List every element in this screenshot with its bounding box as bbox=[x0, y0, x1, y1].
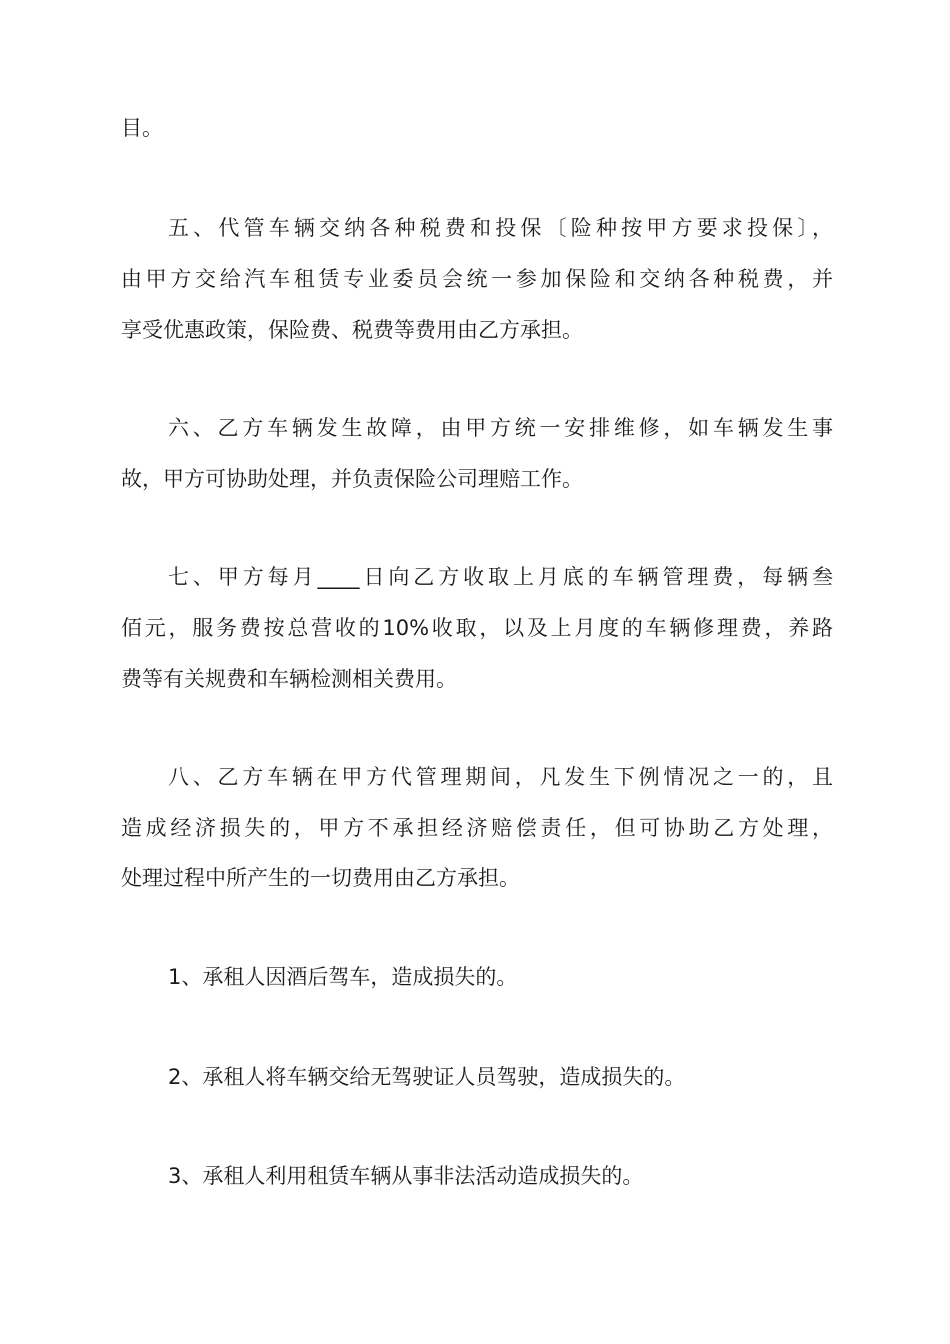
list-item: 1、承租人因酒后驾车，造成损失的。 bbox=[168, 965, 518, 989]
list-item: 2、承租人将车辆交给无驾驶证人员驾驶，造成损失的。 bbox=[168, 1065, 686, 1089]
clause-7-line-2: 佰元，服务费按总营收的10%收取，以及上月度的车辆修理费，养路 bbox=[121, 616, 833, 640]
clause-7-line-1: 七、甲方每月____日向乙方收取上月底的车辆管理费，每辆叁 bbox=[168, 565, 833, 589]
clause-6-line-2: 故，甲方可协助处理，并负责保险公司理赔工作。 bbox=[121, 467, 583, 491]
list-item: 3、承租人利用租赁车辆从事非法活动造成损失的。 bbox=[168, 1164, 644, 1188]
clause-8-line-1: 八、乙方车辆在甲方代管理期间，凡发生下例情况之一的，且 bbox=[168, 765, 833, 789]
clause-7-line-3: 费等有关规费和车辆检测相关费用。 bbox=[121, 667, 457, 691]
clause-5-line-1: 五、代管车辆交纳各种税费和投保〔险种按甲方要求投保〕， bbox=[168, 216, 833, 240]
paragraph-fragment-line: 目。 bbox=[121, 116, 163, 140]
clause-6-line-1: 六、乙方车辆发生故障，由甲方统一安排维修，如车辆发生事 bbox=[168, 416, 833, 440]
clause-8-line-3: 处理过程中所产生的一切费用由乙方承担。 bbox=[121, 866, 520, 890]
clause-5-line-3: 享受优惠政策，保险费、税费等费用由乙方承担。 bbox=[121, 318, 583, 342]
clause-5-line-2: 由甲方交给汽车租赁专业委员会统一参加保险和交纳各种税费，并 bbox=[121, 267, 833, 291]
clause-8-line-2: 造成经济损失的，甲方不承担经济赔偿责任，但可协助乙方处理， bbox=[121, 816, 833, 840]
